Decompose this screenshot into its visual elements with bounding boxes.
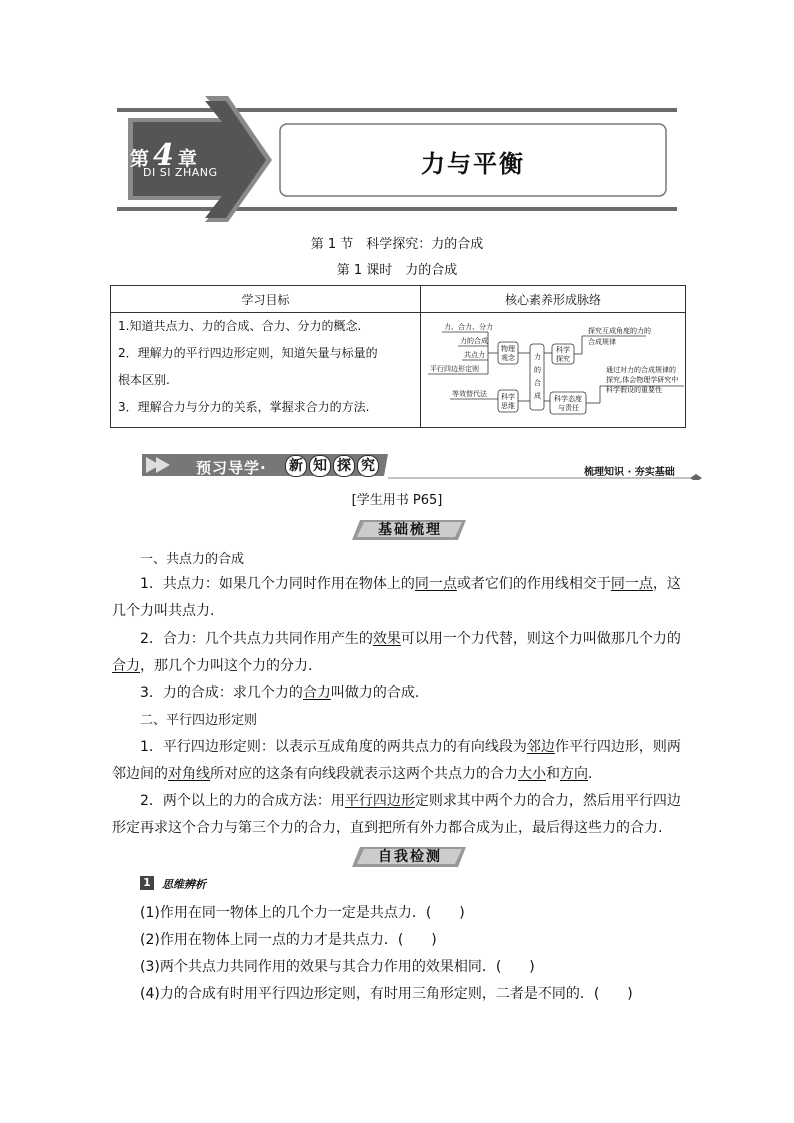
chapter-title: 力与平衡 — [421, 149, 525, 178]
diagram-concept: 物理 — [501, 345, 515, 353]
preview-banner-right: 梳理知识 · 夯实基础 — [584, 467, 675, 478]
diagram-center: 合 — [534, 379, 541, 387]
preview-banner-label: 预习导学· — [196, 459, 267, 477]
part1-item1-line1: 1．共点力：如果几个力同时作用在物体上的同一点或者它们的作用线相交于同一点，这 — [140, 576, 681, 592]
char-circle: 探 — [333, 455, 355, 477]
char-circle: 知 — [309, 455, 331, 477]
part2-item1-line1: 1．平行四边形定则：以表示互成角度的两共点力的有向线段为邻边作平行四边形，则两 — [140, 739, 681, 755]
goal-line: 3．理解合力与分力的关系，掌握求合力的方法. — [118, 400, 370, 414]
part1-heading: 一、共点力的合成 — [140, 552, 245, 567]
section-title: 第 1 节 科学探究：力的合成 — [310, 237, 484, 252]
part1-item3: 3．力的合成：求几个力的合力叫做力的合成. — [140, 685, 420, 701]
self-check-title: 自我检测 — [378, 849, 442, 865]
diagram-inquiry: 科学 — [556, 346, 570, 354]
question-item: (1)作用在同一物体上的几个力一定是共点力．( ) — [140, 905, 465, 921]
goals-cell — [111, 313, 421, 428]
part1-item2-line2: 合力，那几个力叫这个力的分力. — [112, 658, 313, 674]
char-circle: 究 — [357, 455, 379, 477]
diagram-right-bottom: 通过对力的合成规律的 — [606, 366, 676, 374]
diagram-inquiry: 探究 — [556, 355, 570, 363]
literacy-diagram — [422, 314, 684, 426]
lesson-title: 第 1 课时 力的合成 — [336, 263, 458, 278]
diagram-left-item: 力的合成 — [460, 337, 488, 345]
diagram-right-bottom: 科学假设的重要性 — [606, 386, 662, 394]
basics-title: 基础梳理 — [378, 522, 442, 538]
diagram-right-top: 探究互成角度的力的 — [588, 327, 651, 335]
diagram-center: 的 — [534, 366, 541, 374]
question-item: (2)作用在物体上同一点的力才是共点力．( ) — [140, 932, 437, 948]
question-item: (4)力的合成有时用平行四边形定则，有时用三角形定则，二者是不同的．( ) — [140, 986, 633, 1002]
part2-heading: 二、平行四边形定则 — [140, 713, 258, 728]
goal-line: 2．理解力的平行四边形定则，知道矢量与标量的 — [118, 346, 378, 360]
preview-banner-chars — [285, 455, 379, 477]
diagram-method: 等效替代法 — [452, 390, 487, 398]
literacy-diagram-cell — [421, 313, 686, 428]
book-reference: [学生用书 P65] — [351, 493, 443, 508]
goal-line: 根本区别. — [118, 373, 170, 387]
part1-item2-line1: 2．合力：几个共点力共同作用产生的效果可以用一个力代替，则这个力叫做那几个力的 — [140, 631, 681, 647]
goal-line: 1.知道共点力、力的合成、合力、分力的概念. — [118, 319, 362, 333]
diagram-thinking: 思维 — [501, 402, 515, 410]
chapter-banner — [0, 0, 794, 230]
goals-header: 学习目标 — [111, 286, 421, 313]
diagram-thinking: 科学 — [501, 393, 515, 401]
chapter-label: 第 4 章 — [130, 138, 197, 173]
part1-item1-line2: 几个力叫共点力. — [112, 603, 215, 619]
diagram-right-bottom: 探究,体会物理学研究中 — [606, 376, 679, 384]
diagram-left-item: 共点力 — [464, 351, 485, 359]
question-item: (3)两个共点力共同作用的效果与其合力作用的效果相同．( ) — [140, 959, 535, 975]
diagram-right-top: 合成规律 — [588, 338, 616, 346]
diagram-center: 成 — [534, 392, 541, 400]
char-circle: 新 — [285, 455, 307, 477]
literacy-header: 核心素养形成脉络 — [421, 286, 686, 313]
part2-item2-line2: 形定再求这个合力与第三个力的合力，直到把所有外力都合成为止，最后得这些力的合力. — [112, 820, 663, 836]
question-label: 思维辨析 — [162, 878, 206, 891]
diagram-attitude: 与责任 — [558, 404, 579, 412]
diagram-left-item: 力、合力、分力 — [444, 323, 493, 331]
goals-table — [110, 285, 686, 428]
question-badge: 1 — [140, 876, 154, 890]
part2-item1-line2: 邻边间的对角线所对应的这条有向线段就表示这两个共点力的合力大小和方向. — [112, 766, 593, 782]
part2-item2-line1: 2．两个以上的力的合成方法：用平行四边形定则求其中两个力的合力，然后用平行四边 — [140, 793, 681, 809]
diagram-left-item: 平行四边形定则 — [430, 365, 479, 373]
diagram-attitude: 科学态度 — [554, 395, 582, 403]
diagram-center: 力 — [534, 353, 541, 361]
chapter-banner-graphic — [0, 0, 794, 230]
chapter-pinyin: DI SI ZHANG — [143, 166, 218, 179]
diagram-concept: 观念 — [501, 354, 515, 362]
